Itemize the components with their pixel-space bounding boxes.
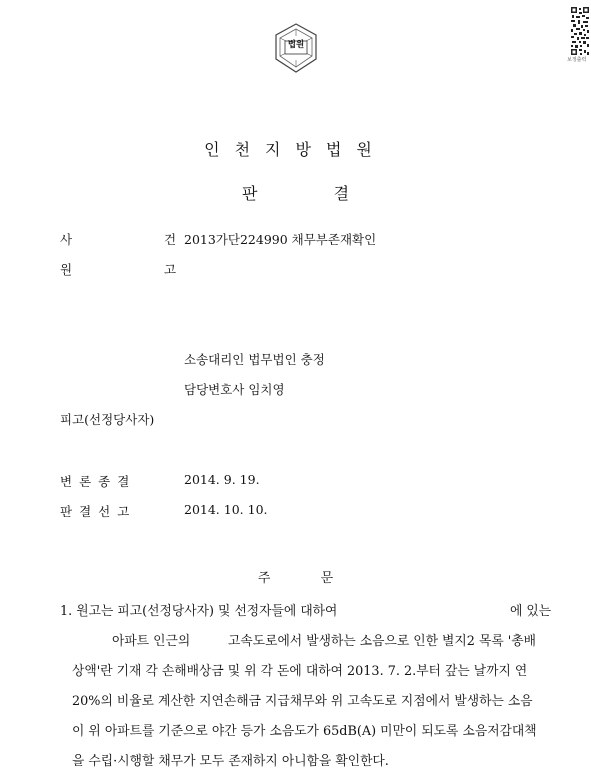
verdict-label: 판결선고 <box>60 504 137 519</box>
qr-label: 보정출력 <box>567 57 587 63</box>
order-line-2b: 고속도로에서 발생하는 소음으로 인한 별지2 목록 '총배 <box>228 634 537 649</box>
qr-code <box>570 6 590 56</box>
order-line-3: 상액'란 기재 각 손해배상금 및 위 각 돈에 대하여 2013. 7. 2.부터 갚는 날까지 연 <box>72 664 528 679</box>
document-title-char-2: 결 <box>333 184 350 203</box>
order-line-5: 이 위 아파트를 기준으로 야간 등가 소음도가 65dB(A) 미만이 되도록 소음저감대책 <box>72 724 537 739</box>
order-line-1a: 1. 원고는 피고(선정당사자) 및 선정자들에 대하여 <box>60 604 338 619</box>
plaintiff-label: 원 고 <box>60 262 221 277</box>
order-line-1b: 에 있는 <box>510 604 552 619</box>
order-line-4: 20%의 비율로 계산한 지연손해금 지급채무와 위 고속도로 지점에서 발생하는 소음 <box>72 694 533 709</box>
order-line-6: 을 수립·시행할 채무가 모두 존재하지 아니함을 확인한다. <box>72 754 389 769</box>
attorney-lawyer: 담당변호사 임치영 <box>184 382 285 397</box>
defendant-label: 피고(선정당사자) <box>60 412 155 427</box>
verdict-value: 2014. 10. 10. <box>184 502 268 517</box>
case-label: 사 건 <box>60 232 221 247</box>
closing-value: 2014. 9. 19. <box>184 472 260 487</box>
order-heading <box>0 567 591 586</box>
order-line-2a: 아파트 인근의 <box>112 634 191 649</box>
closing-label: 변론종결 <box>60 474 137 489</box>
case-value: 2013가단224990 채무부존재확인 <box>184 232 377 247</box>
emblem-text: 법원 <box>287 40 305 50</box>
order-heading-text: 주 문 <box>257 571 334 586</box>
document-title <box>0 181 591 204</box>
court-name: 인천지방법원 <box>204 140 387 159</box>
attorney-firm: 소송대리인 법무법인 충정 <box>184 352 325 367</box>
document-title-char-1: 판 <box>241 184 258 203</box>
